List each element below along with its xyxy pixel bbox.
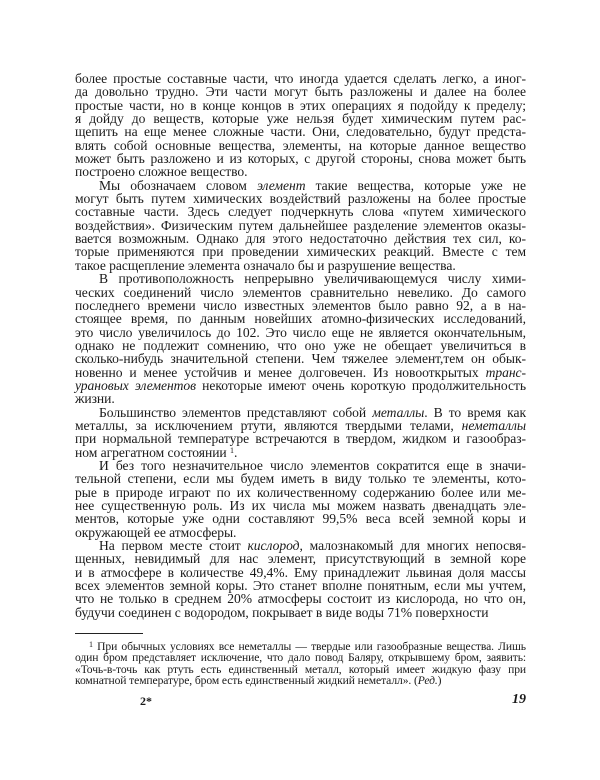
text-line: и в атмосфере в количестве 49,4%. Ему принадлежит львиная доля массы [75, 564, 526, 580]
text-line: влять собой основные вещества, элементы, на которые данное вещество [75, 137, 526, 153]
text-line: ческих соединений число элементов сравнительно невелико. До самого [75, 284, 526, 300]
text-line: жизни. [75, 391, 115, 407]
text-line: вается возможным. Однако для этого недостаточно действия тех сил, ко- [75, 231, 526, 247]
paragraph [75, 72, 526, 179]
text-line: воздействия». Физическим путем дальнейшее разделение элементов оказы- [75, 217, 526, 233]
text-line: всех элементов земной коры. Это станет вполне понятным, если мы учтем, [75, 578, 526, 594]
text-line: я дойду до веществ, которые уже нельзя будет химическим путем рас- [75, 111, 526, 127]
text-line: составные части. Здесь следует подчеркнуть слова «путем химического [75, 204, 526, 220]
text-line: В противоположность непрерывно увеличивающемуся числу хими- [99, 271, 526, 287]
paragraph [75, 539, 526, 619]
paragraph [75, 459, 526, 539]
text-line: металлы, за исключением ртути, являются твердыми телами, неметаллы [75, 417, 526, 433]
paragraph [75, 179, 526, 272]
paragraph [75, 406, 526, 459]
text-line: более простые составные части, что иногда удается сделать легко, а иног- [75, 71, 526, 86]
text-line: могут быть путем химических воздействий разложены на более простые [75, 191, 526, 207]
text-line: это число увеличилось до 102. Это число еще не является окончательным, [75, 324, 526, 340]
text-line: что не только в среднем 20% атмосферы состоит из кислорода, но что он, [75, 591, 526, 607]
text-line: построено сложное вещество. [75, 164, 248, 180]
text-line: окружающей ее атмосферы. [75, 524, 237, 540]
text-line: тельной степени, если мы будем иметь в виду только те элементы, кото- [75, 471, 526, 487]
text-line: На первом месте стоит кислород, малознакомый для многих непосвя- [99, 538, 526, 554]
body-text [75, 72, 526, 619]
text-line: да довольно трудно. Эти части могут быть разложены и далее на более [75, 84, 526, 100]
text-line: стоящее время, по данным новейших атомно-физических исследований, [75, 311, 526, 327]
text-line: щепить на еще менее сложные части. Они, следовательно, будут предста- [75, 124, 526, 140]
text-line: урановых элементов некоторые имеют очень короткую продолжительность [75, 377, 526, 393]
text-line: сколько-нибудь значительной степени. Чем тяжелее элемент,тем он обык- [75, 351, 526, 367]
text-line: будучи соединен с водородом, покрывает в виде воды 71% поверхности [75, 604, 489, 620]
page-number: 19 [512, 692, 526, 707]
text-line: Мы обозначаем словом элемент такие вещества, которые уже не [99, 177, 526, 193]
footnote-line: «Точь-в-точь как ртуть есть единственный металл, который имеет жидкую фазу при [75, 662, 526, 676]
text-line: такое расщепление элемента означало бы и разрушение вещества. [75, 257, 456, 273]
footnote-separator [75, 633, 143, 634]
text-line: Большинство элементов представляют собой металлы. В то время как [99, 404, 526, 420]
footnote-line: комнатной температуре, бром есть единственный жидкий неметалл». (Ред.) [75, 673, 442, 687]
text-line: может быть разложено и из которых, с другой стороны, снова может быть [75, 151, 526, 167]
text-line: ном агрегатном состоянии $^1$. [75, 444, 238, 460]
text-line: новенно и менее устойчив и менее долговечен. Из новооткрытых транс- [75, 364, 526, 380]
text-line: однако не подлежит сомнению, что оно уже не обещает увеличиться в [75, 337, 526, 353]
text-line: при нормальной температуре встречаются в твердом, жидком и газообраз- [75, 431, 526, 447]
text-line: И без того незначительное число элементов сократится еще в значи- [99, 457, 526, 473]
printer-signature: 2* [140, 694, 152, 708]
footnote [75, 641, 526, 686]
footnote-line: $^1$ При обычных условиях все неметаллы — твердые или газообразные вещества. Лишь [89, 640, 526, 653]
text-line: ментов, которые уже одни составляют 99,5% веса всей земной коры и [75, 511, 526, 527]
text-line: торые применяются при проведении химических реакций. Вместе с тем [75, 244, 526, 260]
text-line: нее существенную роль. Из их числа мы можем назвать двенадцать эле- [75, 498, 526, 513]
text-line: последнего времени число известных элементов было равно 92, а в на- [75, 297, 526, 313]
text-line: простые части, но в конце концов в этих операциях я подойду к пределу; [75, 97, 526, 113]
text-line: рые в природе играют по их количественному содержанию более или ме- [75, 484, 526, 500]
paragraph [75, 272, 526, 405]
text-line: щенных, невидимый для нас элемент, присутствующий в земной коре [75, 551, 526, 567]
footnote-line: один бром представляет исключение, что дало повод Баляру, открывшему бром, заявить: [75, 651, 526, 665]
